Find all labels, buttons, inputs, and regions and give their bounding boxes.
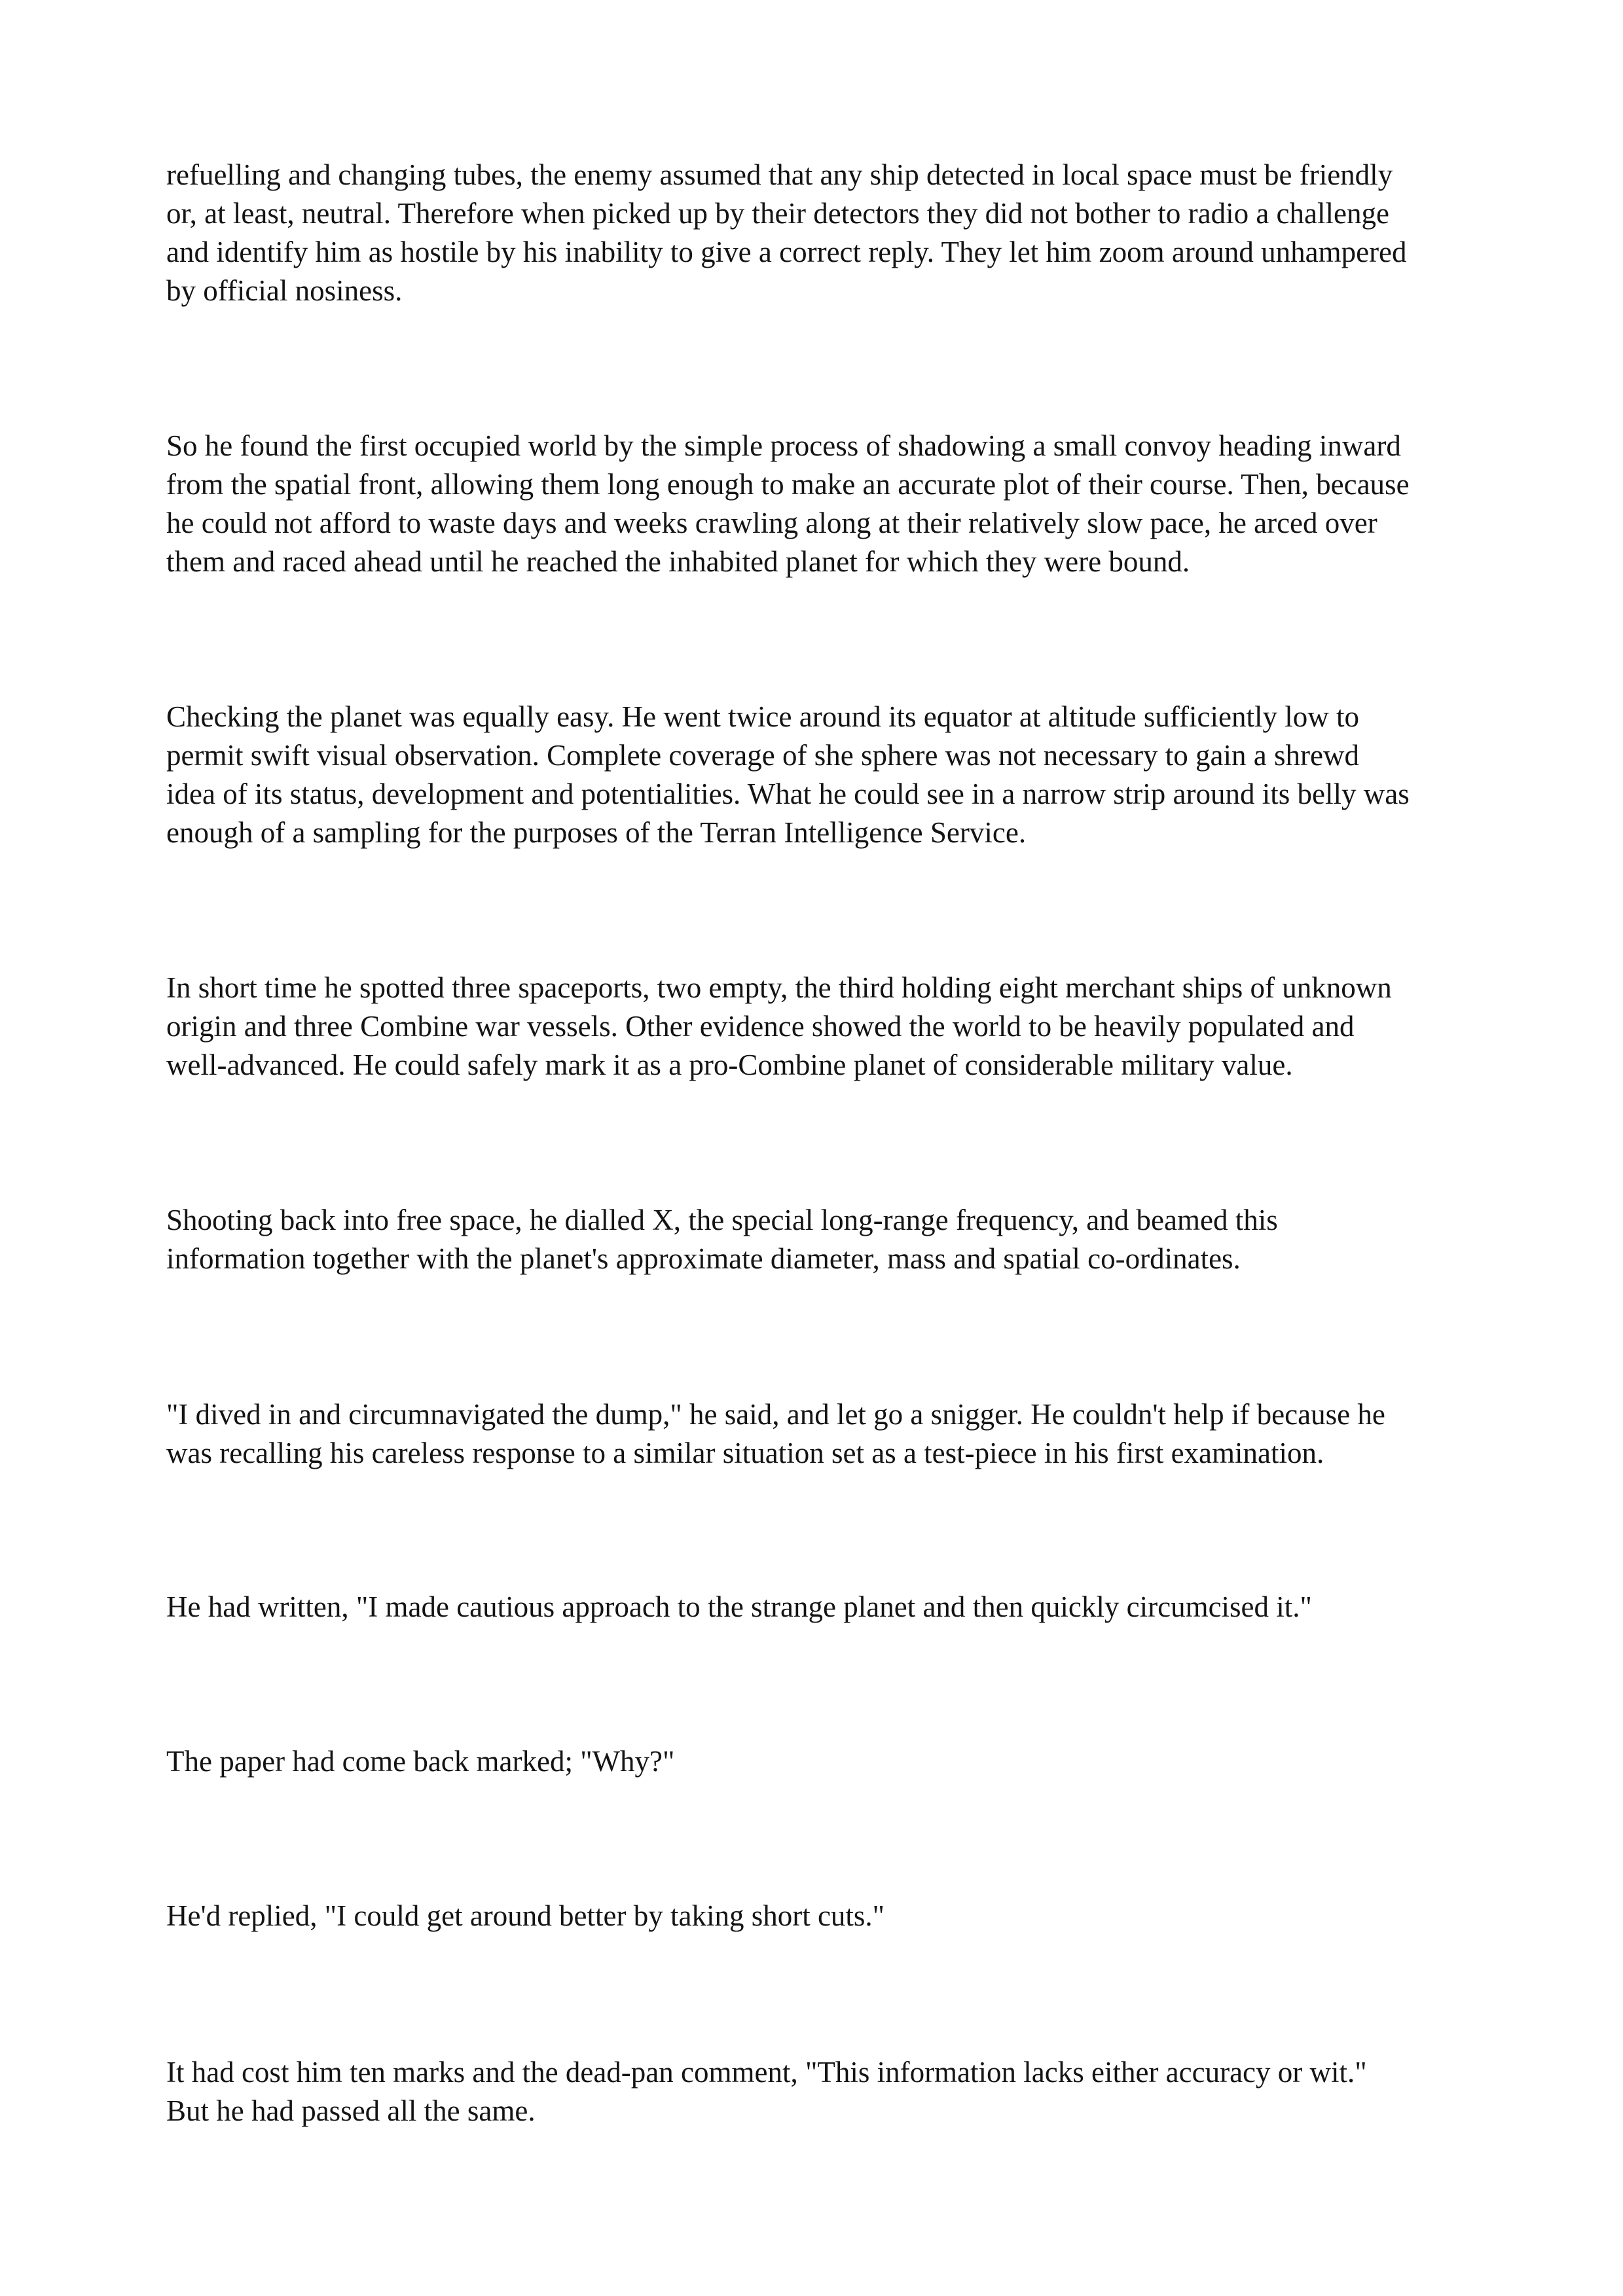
- paragraph-7: He had written, "I made cautious approach to the strange planet and then quickly circumcised it.": [166, 1590, 1312, 1623]
- paragraph-1: refuelling and changing tubes, the enemy assumed that any ship detected in local space must be friendly or, at least, neutral. Therefore when picked up by their detectors they did not bother to radio a challenge and identify him as hostile by his inability to give a correct reply. They let him zoom around unhampered by official nosiness.: [166, 158, 1407, 307]
- paragraph-2: So he found the first occupied world by the simple process of shadowing a small convoy heading inward from the spatial front, allowing them long enough to make an accurate plot of their course. Then, because he could not afford to waste days and weeks crawling along at their relatively slow pace, he arced over them and raced ahead until he reached the inhabited planet for which they were bound.: [166, 429, 1410, 578]
- paragraph-5: Shooting back into free space, he dialled X, the special long-range frequency, and beamed this information together with the planet's approximate diameter, mass and spatial co-ordinates.: [166, 1204, 1278, 1275]
- paragraph-6: "I dived in and circumnavigated the dump," he said, and let go a snigger. He couldn't help if because he was recalling his careless response to a similar situation set as a test-piece in his first examination.: [166, 1398, 1385, 1469]
- paragraph-9: He'd replied, "I could get around better by taking short cuts.": [166, 1899, 885, 1932]
- paragraph-10: It had cost him ten marks and the dead-pan comment, "This information lacks either accuracy or wit." But he had passed all the same.: [166, 2056, 1367, 2127]
- paragraph-3: Checking the planet was equally easy. He went twice around its equator at altitude sufficiently low to permit swift visual observation. Complete coverage of she sphere was not necessary to gain a shrewd idea of its status, development and potentialities. What he could see in a narrow strip around its belly was enough of a sampling for the purposes of the Terran Intelligence Service.: [166, 700, 1410, 849]
- paragraph-8: The paper had come back marked; "Why?": [166, 1745, 675, 1778]
- paragraph-4: In short time he spotted three spaceports, two empty, the third holding eight merchant ships of unknown origin and three Combine war vessels. Other evidence showed the world to be heavily populated and well-advanced. He could safely mark it as a pro-Combine planet of considerable military value.: [166, 971, 1392, 1081]
